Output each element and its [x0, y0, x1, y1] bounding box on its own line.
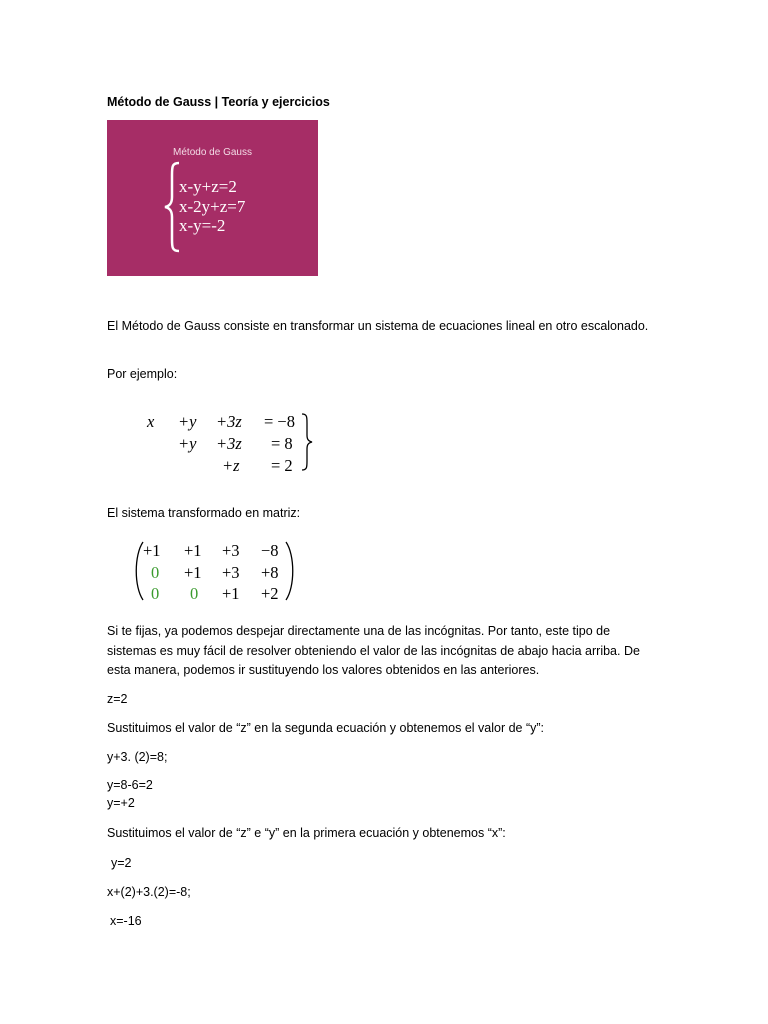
matrix-cell: +1	[184, 563, 202, 582]
banner-equation-2: x-2y+z=7	[179, 197, 246, 216]
matrix-label: El sistema transformado en matriz:	[107, 506, 301, 520]
matrix-cell: −8	[261, 541, 279, 560]
matrix-cell: +1	[184, 541, 202, 560]
banner-equation-3: x-y=-2	[179, 216, 226, 235]
matrix-cell-zero: 0	[190, 584, 199, 603]
system-r1-y: +y	[178, 412, 197, 431]
matrix-cell-zero: 0	[151, 563, 160, 582]
calc-line-3: y=+2	[107, 796, 135, 810]
matrix-cell: +3	[222, 563, 240, 582]
matrix-cell-zero: 0	[151, 584, 160, 603]
calc-line-1: y+3. (2)=8;	[107, 750, 168, 764]
calc-line-2: y=8-6=2	[107, 778, 153, 792]
system-r1-x: x	[147, 412, 155, 431]
paragraph-line-2: sistemas es muy fácil de resolver obteniendo el valor de las incógnitas de abajo hacia arriba. De	[107, 644, 640, 658]
system-r3-z: +z	[222, 456, 240, 475]
matrix-cell: +8	[261, 563, 279, 582]
matrix-cell: +1	[143, 541, 161, 560]
example-label: Por ejemplo:	[107, 367, 178, 381]
step-1-text: Sustituimos el valor de “z” en la segunda ecuación y obtenemos el valor de “y”:	[107, 721, 545, 735]
gauss-banner-image	[107, 120, 318, 276]
page-title: Método de Gauss | Teoría y ejercicios	[107, 95, 330, 109]
system-r2-y: +y	[178, 434, 197, 453]
calc-line-5: x+(2)+3.(2)=-8;	[107, 885, 191, 899]
right-brace-icon	[300, 413, 314, 471]
banner-caption: Método de Gauss	[173, 147, 252, 158]
right-paren-icon	[284, 541, 296, 601]
step-2-text: Sustituimos el valor de “z” e “y” en la primera ecuación y obtenemos “x”:	[107, 826, 506, 840]
intro-text: El Método de Gauss consiste en transformar un sistema de ecuaciones lineal en otro escalonado.	[107, 319, 649, 333]
z-value: z=2	[107, 692, 128, 706]
system-r2-z: +3z	[216, 434, 242, 453]
calc-line-4: y=2	[111, 856, 132, 870]
matrix-cell: +2	[261, 584, 279, 603]
matrix-cell: +3	[222, 541, 240, 560]
system-r1-z: +3z	[216, 412, 242, 431]
calc-line-6: x=-16	[110, 914, 142, 928]
system-r3-eq: = 2	[271, 456, 293, 475]
paragraph-line-3: esta manera, podemos ir sustituyendo los valores obtenidos en las anteriores.	[107, 663, 540, 677]
matrix-cell: +1	[222, 584, 240, 603]
banner-equation-1: x-y+z=2	[179, 177, 237, 196]
paragraph-line-1: Si te fijas, ya podemos despejar directamente una de las incógnitas. Por tanto, este tipo de	[107, 624, 611, 638]
system-r1-eq: = −8	[264, 412, 295, 431]
system-r2-eq: = 8	[271, 434, 293, 453]
